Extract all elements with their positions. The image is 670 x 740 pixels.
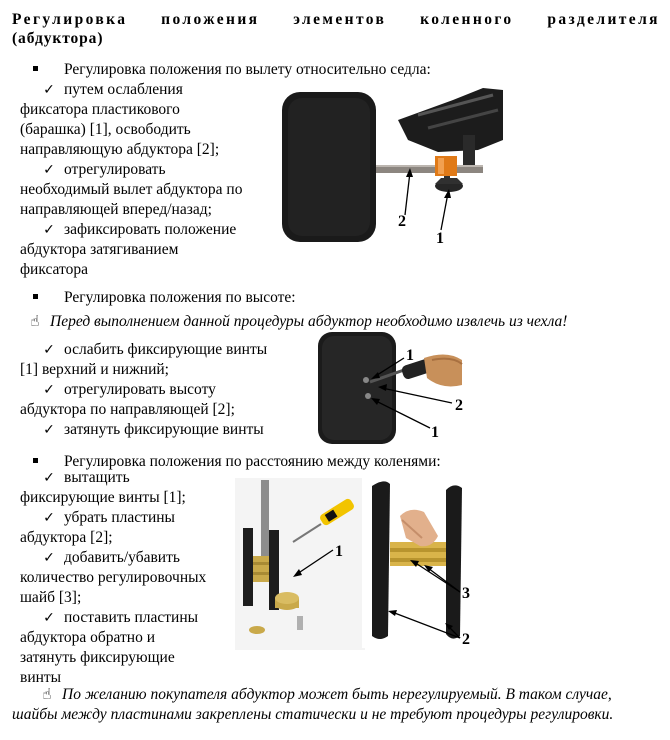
footer-note-line2: шайбы между пластинами закреплены статически и не требуют процедуры регулировки.: [12, 706, 614, 723]
checkmark-icon: ✓: [43, 162, 55, 178]
step-line: [20, 468, 235, 488]
note-text: Перед выполнением данной процедуры абдуктор необходимо извлечь из чехла!: [50, 313, 568, 330]
step-text: абдуктора [2];: [20, 529, 113, 546]
footer-note: [12, 684, 662, 725]
step-text: вытащить: [64, 469, 130, 486]
checkmark-icon: ✓: [43, 610, 55, 626]
checkmark-icon: ✓: [43, 470, 55, 486]
heading-word: элементов: [293, 11, 387, 28]
step-text: направляющей вперед/назад;: [20, 201, 212, 218]
section3-bullet-text: Регулировка положения по расстоянию между коленями:: [64, 453, 441, 470]
step-line: [20, 160, 270, 180]
abductor-height-photo: [312, 330, 482, 445]
abductor-rail-photo: [278, 80, 506, 260]
section1-bullet-text: Регулировка положения по вылету относительно седла:: [64, 61, 431, 78]
page-heading: [12, 10, 660, 48]
heading-line2: (абдуктора): [12, 30, 104, 47]
step-text: необходимый вылет абдуктора по: [20, 181, 243, 198]
step-text: направляющую абдуктора [2];: [20, 141, 220, 158]
step-line: [20, 80, 270, 100]
section1-steps: [20, 80, 270, 280]
step-text: абдуктора затягиванием: [20, 241, 179, 258]
section2-note: [20, 311, 567, 332]
step-text: затянуть фиксирующие винты: [64, 421, 264, 438]
step-text: отрегулировать: [64, 161, 166, 178]
step-line: [20, 380, 320, 400]
section2-bullet: [33, 288, 296, 308]
step-text: [1] верхний и нижний;: [20, 361, 169, 378]
callout-label: 1: [406, 347, 414, 364]
step-text: ослабить фиксирующие винты: [64, 341, 268, 358]
checkmark-icon: ✓: [43, 82, 55, 98]
checkmark-icon: ✓: [43, 382, 55, 398]
checkmark-icon: ✓: [43, 342, 55, 358]
heading-word: положения: [161, 11, 260, 28]
step-text: (барашка) [1], освободить: [20, 121, 191, 138]
step-text: абдуктора обратно и: [20, 629, 156, 646]
step-line: [20, 220, 270, 240]
callout-label: 2: [398, 213, 406, 230]
step-text: убрать пластины: [64, 509, 175, 526]
step-text: винты: [20, 669, 62, 686]
square-bullet-icon: [33, 458, 38, 463]
checkmark-icon: ✓: [43, 510, 55, 526]
step-text: поставить пластины: [64, 609, 199, 626]
note-text: По желанию покупателя абдуктор может быть нерегулируемый. В таком случае,: [62, 686, 612, 703]
step-line: [20, 420, 320, 440]
heading-word: Регулировка: [12, 11, 128, 28]
step-text: фиксатора пластикового: [20, 101, 180, 118]
step-line: [20, 340, 320, 360]
pointing-hand-icon: ☝: [42, 685, 52, 703]
pointing-hand-icon: ☝: [30, 312, 40, 330]
step-line: [20, 608, 235, 628]
square-bullet-icon: [33, 294, 38, 299]
step-text: фиксатора: [20, 261, 88, 278]
callout-label: 1: [335, 543, 343, 560]
footer-note-line1: [12, 684, 662, 705]
heading-word: разделителя: [547, 11, 660, 28]
callout-label: 2: [455, 397, 463, 414]
section1-bullet: [33, 60, 431, 80]
callout-label: 1: [436, 230, 444, 247]
checkmark-icon: ✓: [43, 422, 55, 438]
step-text: затянуть фиксирующие: [20, 649, 175, 666]
abductor-parts-photo: [235, 478, 365, 650]
callout-label: 3: [462, 585, 470, 602]
section3-steps: [20, 468, 235, 688]
square-bullet-icon: [33, 66, 38, 71]
section2-bullet-text: Регулировка положения по высоте:: [64, 289, 296, 306]
step-text: добавить/убавить: [64, 549, 180, 566]
step-line: [20, 548, 235, 568]
step-text: шайб [3];: [20, 589, 82, 606]
callout-label: 2: [462, 631, 470, 648]
step-text: зафиксировать положение: [64, 221, 237, 238]
step-text: путем ослабления: [64, 81, 183, 98]
callout-label: 1: [431, 424, 439, 441]
step-text: отрегулировать высоту: [64, 381, 216, 398]
step-text: количество регулировочных: [20, 569, 207, 586]
step-text: фиксирующие винты [1];: [20, 489, 186, 506]
step-text: абдуктора по направляющей [2];: [20, 401, 235, 418]
abductor-washers-photo: [362, 476, 492, 648]
checkmark-icon: ✓: [43, 550, 55, 566]
heading-word: коленного: [420, 11, 514, 28]
section2-steps: [20, 340, 320, 440]
step-line: [20, 508, 235, 528]
checkmark-icon: ✓: [43, 222, 55, 238]
